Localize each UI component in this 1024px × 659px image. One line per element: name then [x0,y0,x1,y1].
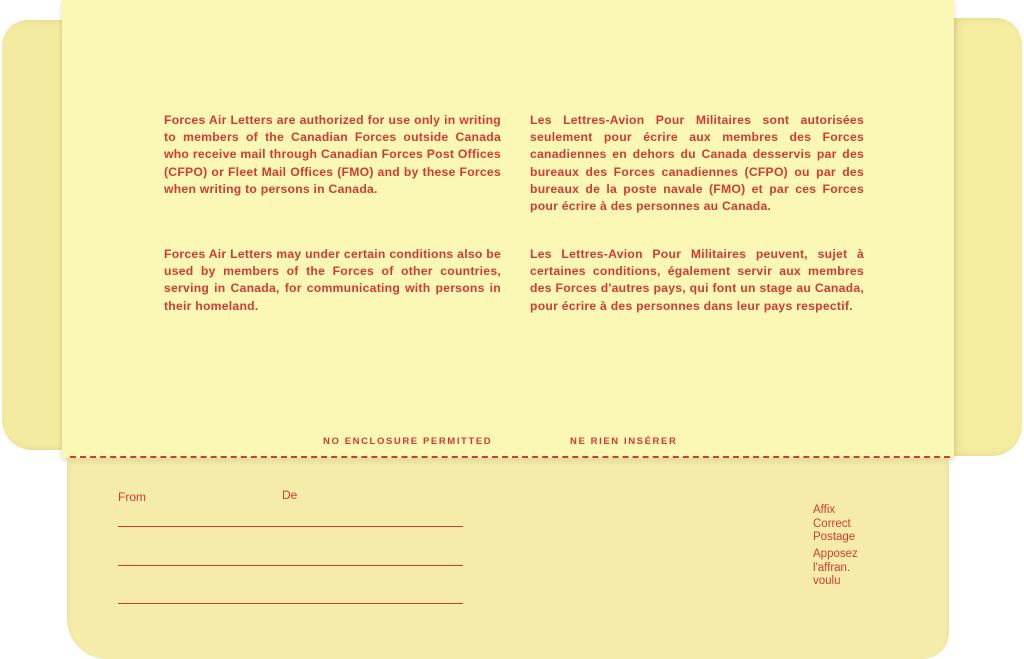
affix-postage-text: Affix Correct Postage [813,504,856,543]
english-paragraph-1: Forces Air Letters are authorized for use only in writing to members of the Canadian Forces outside Canada who receive mail through Canadian Forces Post Offices (CFPO) or Fleet Mail Offices (FMO) and by these Forces when writing to persons in Canada. [164,113,501,196]
french-paragraph-1: Les Lettres-Avion Pour Militaires sont autorisées seulement pour écrire aux membres des Forces canadiennes en dehors du Canada desservis par des bureaux des Forces canadiennes (CFPO) ou par des bureaux de la poste navale (FMO) et par ces Forces pour écrire à des personnes au Canada. [530,113,864,214]
sender-address-line-2[interactable] [118,565,463,566]
french-paragraph-2: Les Lettres-Avion Pour Militaires peuvent, sujet à certaines conditions, également servir aux membres des Forces d'autres pays, qui font un stage au Canada, pour écrire à des personnes dans leur pays respectif. [530,247,864,313]
apposez-affranchissement-text: Apposez l'affran. voulu [813,548,858,587]
right-side-flap [950,18,1022,456]
de-label: De [282,488,298,502]
ne-rien-inserer-notice: NE RIEN INSÉRER [570,436,678,447]
english-paragraph-2: Forces Air Letters may under certain conditions also be used by members of the Forces of other countries, serving in Canada, for communicating with persons in their homeland. [164,247,501,313]
from-label: From [118,490,146,504]
sender-address-line-3[interactable] [118,603,463,604]
sender-address-line-1[interactable] [118,526,463,527]
fold-dashed-line [70,456,950,458]
air-letter-main-panel [62,0,954,458]
no-enclosure-notice: NO ENCLOSURE PERMITTED [323,436,493,447]
